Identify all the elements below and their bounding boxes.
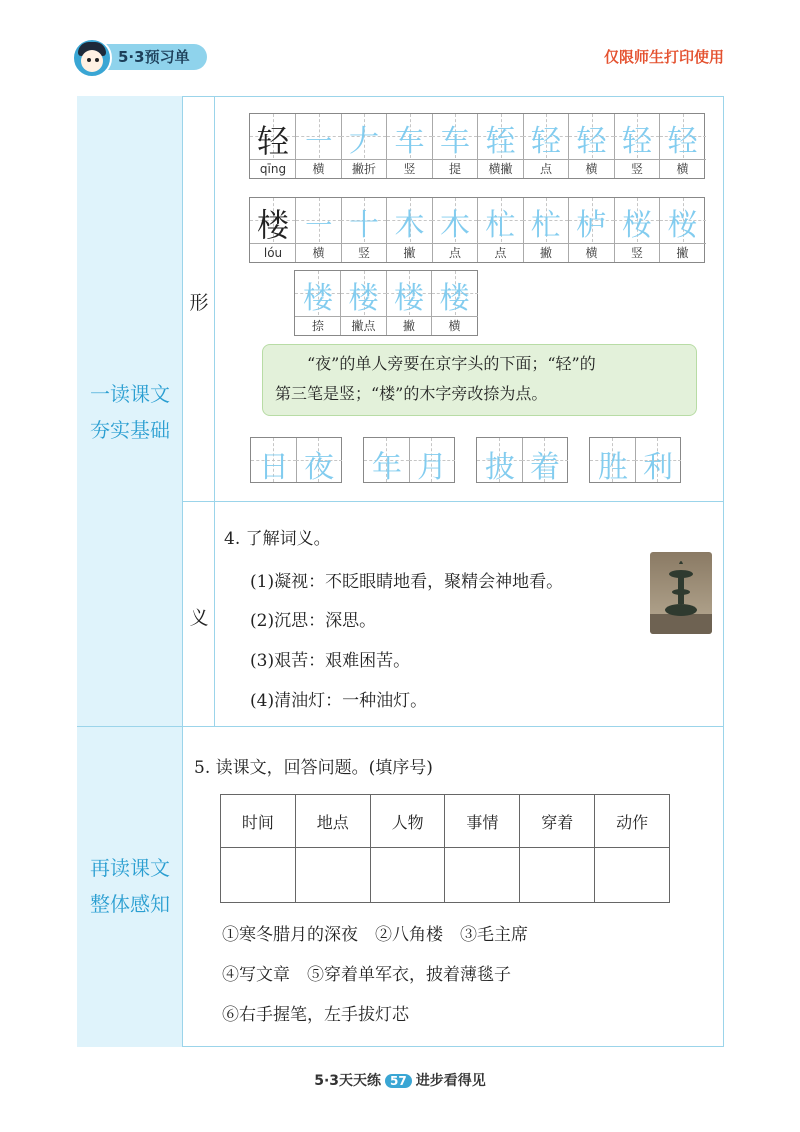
- stroke-name: 横: [660, 159, 706, 178]
- writing-grid-nianyue: 年 月: [363, 437, 455, 483]
- stroke-step-cell: [614, 198, 660, 262]
- oil-lamp-image: [650, 552, 712, 634]
- question-5-title: 5. 读课文，回答问题。(填序号): [194, 758, 433, 778]
- mascot-icon: [72, 38, 112, 78]
- subsection-column: [183, 96, 215, 726]
- answer-cell[interactable]: [520, 848, 595, 903]
- stroke-name: 撇: [387, 243, 433, 262]
- character-cell: [250, 114, 296, 178]
- stroke-name: 横: [296, 159, 342, 178]
- pinyin-label: lóu: [250, 243, 296, 262]
- stroke-name: 撇: [386, 316, 432, 335]
- table-header: 人物: [370, 795, 445, 848]
- stroke-step-cell: [432, 114, 478, 178]
- stroke-name: 撇: [660, 243, 706, 262]
- stroke-step: 木: [394, 208, 425, 243]
- stroke-step-cell: [523, 114, 569, 178]
- stroke-step: 轻: [531, 124, 561, 159]
- stroke-step: 栌: [576, 208, 607, 243]
- stroke-name: 竖: [614, 159, 660, 178]
- writing-tip: “夜”的单人旁要在京字头的下面；“轻”的 第三笔是竖；“楼”的木字旁改捺为点。: [262, 344, 697, 416]
- stroke-step-cell: [478, 114, 524, 178]
- stroke-step-cell: [432, 271, 478, 335]
- definition-item: (3)艰苦：艰难困苦。: [250, 651, 411, 671]
- answer-cell[interactable]: [595, 848, 670, 903]
- stroke-step-cell: [660, 198, 706, 262]
- stroke-step: 楼: [348, 281, 379, 316]
- stroke-name: 撇: [523, 243, 569, 262]
- stroke-step: 轾: [485, 124, 516, 159]
- stroke-order-qing: [249, 113, 705, 179]
- stroke-name: 点: [432, 243, 478, 262]
- answer-cell[interactable]: [221, 848, 296, 903]
- pinyin-label: qīng: [250, 159, 296, 178]
- stroke-step-cell: [523, 198, 569, 262]
- writing-grid-riye: 日 夜: [250, 437, 342, 483]
- stroke-step: 十: [349, 208, 379, 243]
- answer-cell[interactable]: [370, 848, 445, 903]
- divider: [77, 726, 724, 727]
- divider: [183, 501, 724, 502]
- section-title-first: 一读课文 夯实基础: [90, 382, 170, 442]
- stroke-name: 横撇: [478, 159, 524, 178]
- stroke-step-cell: [341, 198, 387, 262]
- footer: [0, 1070, 800, 1090]
- answer-cell[interactable]: [445, 848, 520, 903]
- stroke-step: 𠂇: [349, 124, 379, 159]
- stroke-step: 轻: [622, 124, 652, 159]
- stroke-name: 竖: [341, 243, 387, 262]
- table-header: 地点: [295, 795, 370, 848]
- stroke-step-cell: [569, 198, 615, 262]
- stroke-name: 横: [432, 316, 478, 335]
- stroke-step-cell: [341, 271, 387, 335]
- definition-item: (4)清油灯：一种油灯。: [250, 691, 428, 711]
- stroke-step: 杧: [531, 208, 561, 243]
- option-line: ④写文章 ⑤穿着单军衣，披着薄毯子: [222, 965, 511, 985]
- stroke-step-cell: [386, 271, 432, 335]
- table-header: 动作: [595, 795, 670, 848]
- stroke-step: 桜: [622, 208, 652, 243]
- stroke-step-cell: [569, 114, 615, 178]
- stroke-step-cell: [387, 198, 433, 262]
- stroke-step: 轻: [576, 124, 607, 159]
- stroke-order-lou-continued: [294, 270, 478, 336]
- stroke-step: 车: [394, 124, 425, 159]
- answer-table: [220, 794, 670, 903]
- writing-grid-shengli: 胜 利: [589, 437, 681, 483]
- answer-cell[interactable]: [295, 848, 370, 903]
- stroke-name: 撇点: [341, 316, 387, 335]
- stroke-step: 楼: [439, 281, 470, 316]
- stroke-step: 楼: [303, 281, 333, 316]
- writing-grid-pizhe: 披 着: [476, 437, 568, 483]
- option-line: ①寒冬腊月的深夜 ②八角楼 ③毛主席: [222, 925, 528, 945]
- stroke-step-cell: [341, 114, 387, 178]
- table-header: 穿着: [520, 795, 595, 848]
- page-number: 57: [385, 1074, 412, 1088]
- stroke-name: 竖: [387, 159, 433, 178]
- stroke-name: 点: [523, 159, 569, 178]
- stroke-name: 横: [569, 243, 615, 262]
- stroke-name: 横: [296, 243, 342, 262]
- footer-right: 进步看得见: [415, 1073, 486, 1089]
- model-character: 轻: [256, 122, 289, 160]
- stroke-order-lou: [249, 197, 705, 263]
- option-line: ⑥右手握笔，左手拔灯芯: [222, 1005, 409, 1025]
- subsection-xing: 形: [189, 292, 209, 314]
- stroke-step-cell: [295, 271, 341, 335]
- stroke-step-cell: [296, 198, 342, 262]
- stroke-name: 捺: [295, 316, 341, 335]
- stroke-step-cell: [296, 114, 342, 178]
- stroke-step-cell: [614, 114, 660, 178]
- stroke-step: 杧: [485, 208, 516, 243]
- question-4-title: 4. 了解词义。: [224, 529, 331, 549]
- stroke-step-cell: [387, 114, 433, 178]
- stroke-step: 轻: [667, 124, 698, 159]
- character-cell: [250, 198, 296, 262]
- definition-item: (1)凝视：不眨眼睛地看，聚精会神地看。: [250, 572, 564, 592]
- stroke-name: 横: [569, 159, 615, 178]
- subsection-yi: 义: [189, 607, 209, 629]
- model-character: 楼: [256, 206, 289, 244]
- stroke-step: 木: [440, 208, 470, 243]
- stroke-step: ㇐: [303, 208, 334, 243]
- print-notice: 仅限师生打印使用: [603, 48, 724, 66]
- stroke-name: 竖: [614, 243, 660, 262]
- stroke-name: 提: [432, 159, 478, 178]
- stroke-name: 撇折: [341, 159, 387, 178]
- stroke-step-cell: [478, 198, 524, 262]
- header-title: 5·3预习单: [118, 48, 190, 66]
- definition-item: (2)沉思：深思。: [250, 611, 377, 631]
- stroke-name: 点: [478, 243, 524, 262]
- stroke-step: ㇐: [303, 124, 334, 159]
- stroke-step: 桜: [667, 208, 698, 243]
- section-title-second: 再读课文 整体感知: [90, 856, 170, 916]
- table-header: 时间: [221, 795, 296, 848]
- stroke-step-cell: [660, 114, 706, 178]
- stroke-step-cell: [432, 198, 478, 262]
- table-header: 事情: [445, 795, 520, 848]
- footer-left: 5·3天天练: [314, 1073, 382, 1089]
- stroke-step: 楼: [394, 281, 424, 316]
- stroke-step: 车: [440, 124, 470, 159]
